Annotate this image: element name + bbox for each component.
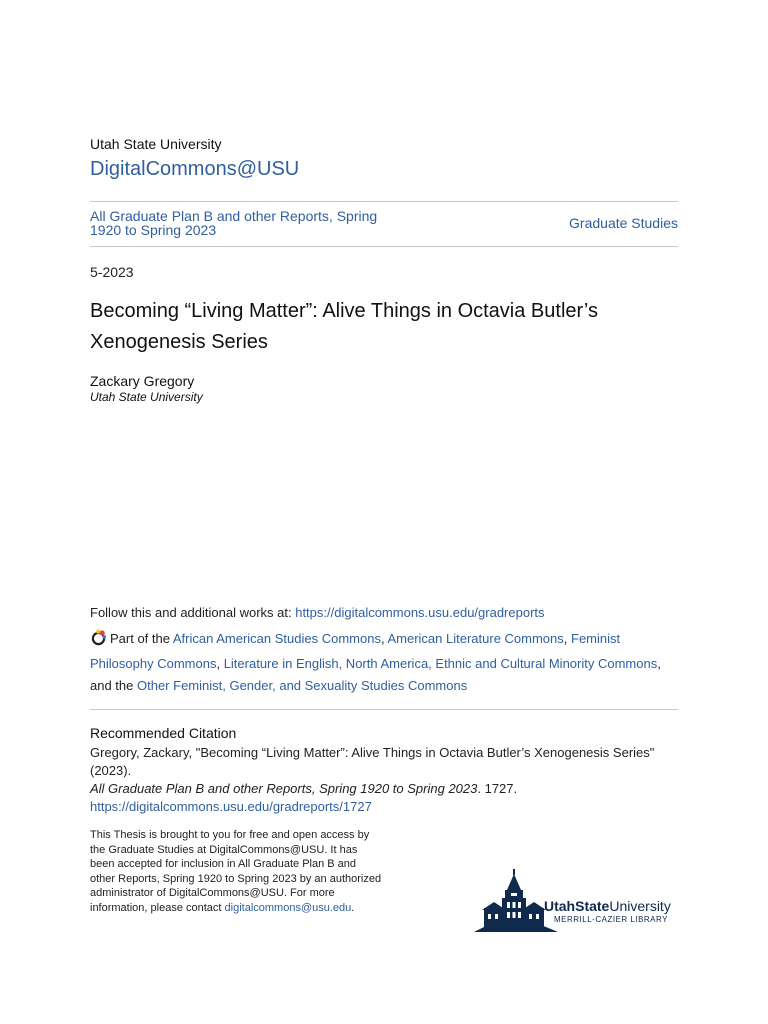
citation-series: All Graduate Plan B and other Reports, Spring 1920 to Spring 2023 (90, 781, 478, 796)
citation-number: . 1727. (477, 781, 518, 796)
commons-link-literature-english[interactable]: Literature in English, North America, Ethnic and Cultural Minority Commons (223, 656, 658, 671)
logo-wordmark (544, 898, 671, 914)
notice-text: This Thesis is brought to you for free and open access by the Graduate Studies at DigitalCommons@USU. It has been accepted for inclusion in All Graduate Plan B and other Reports, Spring 1920 to Spring 2023 by an authorized administrator of DigitalCommons@USU. For more information, please contact (90, 829, 382, 914)
commons-and-the: , and the (90, 656, 661, 693)
title-page (90, 0, 678, 1024)
commons-sep: , (563, 631, 572, 646)
institution-name: Utah State University (90, 136, 222, 152)
citation-block (90, 744, 678, 816)
commons-link-american-literature[interactable]: American Literature Commons (387, 631, 564, 646)
commons-sep: , (216, 656, 224, 671)
divider-meta (90, 246, 678, 247)
author-name: Zackary Gregory (90, 373, 195, 389)
access-notice (90, 828, 382, 915)
repository-link[interactable]: DigitalCommons@USU (90, 158, 300, 180)
commons-link-other-feminist[interactable]: Other Feminist, Gender, and Sexuality Studies Commons (137, 678, 468, 693)
commons-sep: , (380, 631, 388, 646)
part-of-commons (90, 628, 678, 697)
commons-link-african-american[interactable]: African American Studies Commons (172, 631, 381, 646)
divider-top (90, 201, 678, 202)
usu-library-logo (474, 868, 684, 934)
notice-end: . (351, 901, 355, 914)
open-access-icon (90, 629, 107, 653)
publication-date: 5-2023 (90, 264, 134, 280)
logo-word-bold: UtahState (544, 898, 610, 914)
department-link[interactable]: Graduate Studies (569, 215, 678, 231)
citation-heading: Recommended Citation (90, 725, 237, 741)
follow-label: Follow this and additional works at: (90, 605, 296, 620)
follow-url-link[interactable]: https://digitalcommons.usu.edu/gradreports (295, 605, 545, 620)
author-affiliation: Utah State University (90, 390, 203, 404)
series-link[interactable]: All Graduate Plan B and other Reports, Spring 1920 to Spring 2023 (90, 208, 378, 238)
logo-word-regular: University (609, 898, 671, 914)
logo-subtitle: MERRILL-CAZIER LIBRARY (554, 915, 668, 924)
follow-line (90, 605, 545, 620)
work-title: Becoming “Living Matter”: Alive Things in Octavia Butler’s Xenogenesis Series (90, 300, 598, 353)
contact-email-link[interactable]: digitalcommons@usu.edu (224, 901, 352, 914)
divider-citation (90, 709, 678, 710)
commons-link-feminist-philosophy[interactable]: Feminist Philosophy Commons (90, 631, 621, 671)
citation-url-link[interactable]: https://digitalcommons.usu.edu/gradreports/1727 (90, 799, 372, 814)
part-of-prefix: Part of the (110, 631, 173, 646)
citation-text: Gregory, Zackary, "Becoming “Living Matter”: Alive Things in Octavia Butler’s Xenogenesis Series" (2023). (90, 745, 655, 778)
